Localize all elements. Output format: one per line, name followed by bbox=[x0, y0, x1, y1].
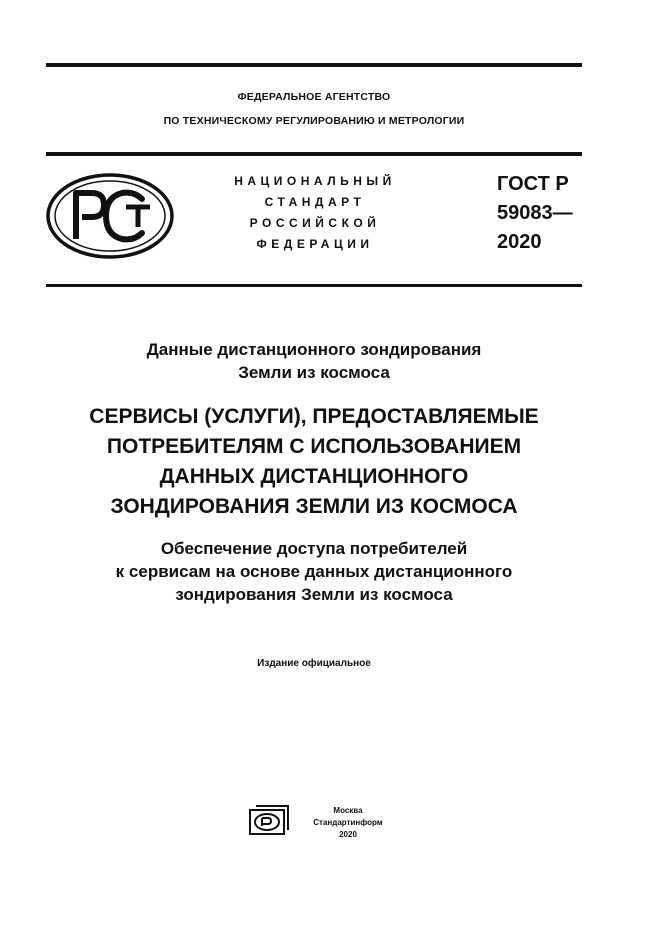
agency-name-line-2: ПО ТЕХНИЧЕСКОМУ РЕГУЛИРОВАНИЮ И МЕТРОЛОГИИ bbox=[163, 115, 465, 127]
lower-rule bbox=[46, 284, 582, 287]
sub-title-line: зондирования Земли из космоса bbox=[175, 585, 453, 604]
group-title-line: Данные дистанционного зондирования bbox=[146, 340, 482, 359]
national-standard-label bbox=[214, 171, 416, 255]
edition-label: Издание официальное bbox=[257, 658, 371, 669]
main-title-line: СЕРВИСЫ (УСЛУГИ), ПРЕДОСТАВЛЯЕМЫЕ bbox=[89, 405, 539, 428]
national-standard-line: НАЦИОНАЛЬНЫЙ bbox=[234, 174, 396, 188]
middle-rule bbox=[46, 152, 582, 156]
standard-designation bbox=[497, 170, 573, 257]
designation-line-2: 59083— bbox=[497, 202, 573, 224]
publisher-city: Москва bbox=[333, 806, 363, 815]
national-standard-line: РОССИЙСКОЙ bbox=[249, 216, 381, 230]
standartinform-logo-icon bbox=[248, 804, 290, 836]
national-standard-line: СТАНДАРТ bbox=[264, 195, 366, 209]
main-title-line: ДАННЫХ ДИСТАНЦИОННОГО bbox=[159, 465, 469, 488]
top-rule bbox=[46, 63, 582, 67]
sub-title bbox=[46, 537, 582, 606]
publisher-imprint bbox=[308, 805, 388, 841]
designation-line-3: 2020 bbox=[497, 231, 542, 253]
publisher-name: Стандартинформ bbox=[313, 818, 383, 827]
main-title bbox=[46, 402, 582, 522]
group-title bbox=[46, 338, 582, 384]
designation-line-1: ГОСТ Р bbox=[497, 173, 569, 195]
gost-r-mark-icon bbox=[46, 173, 174, 259]
sub-title-line: к сервисам на основе данных дистанционного bbox=[115, 562, 513, 581]
main-title-line: ЗОНДИРОВАНИЯ ЗЕМЛИ ИЗ КОСМОСА bbox=[110, 495, 518, 518]
sub-title-line: Обеспечение доступа потребителей bbox=[160, 539, 468, 558]
national-standard-line: ФЕДЕРАЦИИ bbox=[256, 237, 374, 251]
main-title-line: ПОТРЕБИТЕЛЯМ С ИСПОЛЬЗОВАНИЕМ bbox=[106, 435, 522, 458]
publisher-year: 2020 bbox=[339, 830, 357, 839]
group-title-line: Земли из космоса bbox=[238, 363, 390, 382]
agency-name-line-1: ФЕДЕРАЛЬНОЕ АГЕНТСТВО bbox=[237, 91, 391, 103]
